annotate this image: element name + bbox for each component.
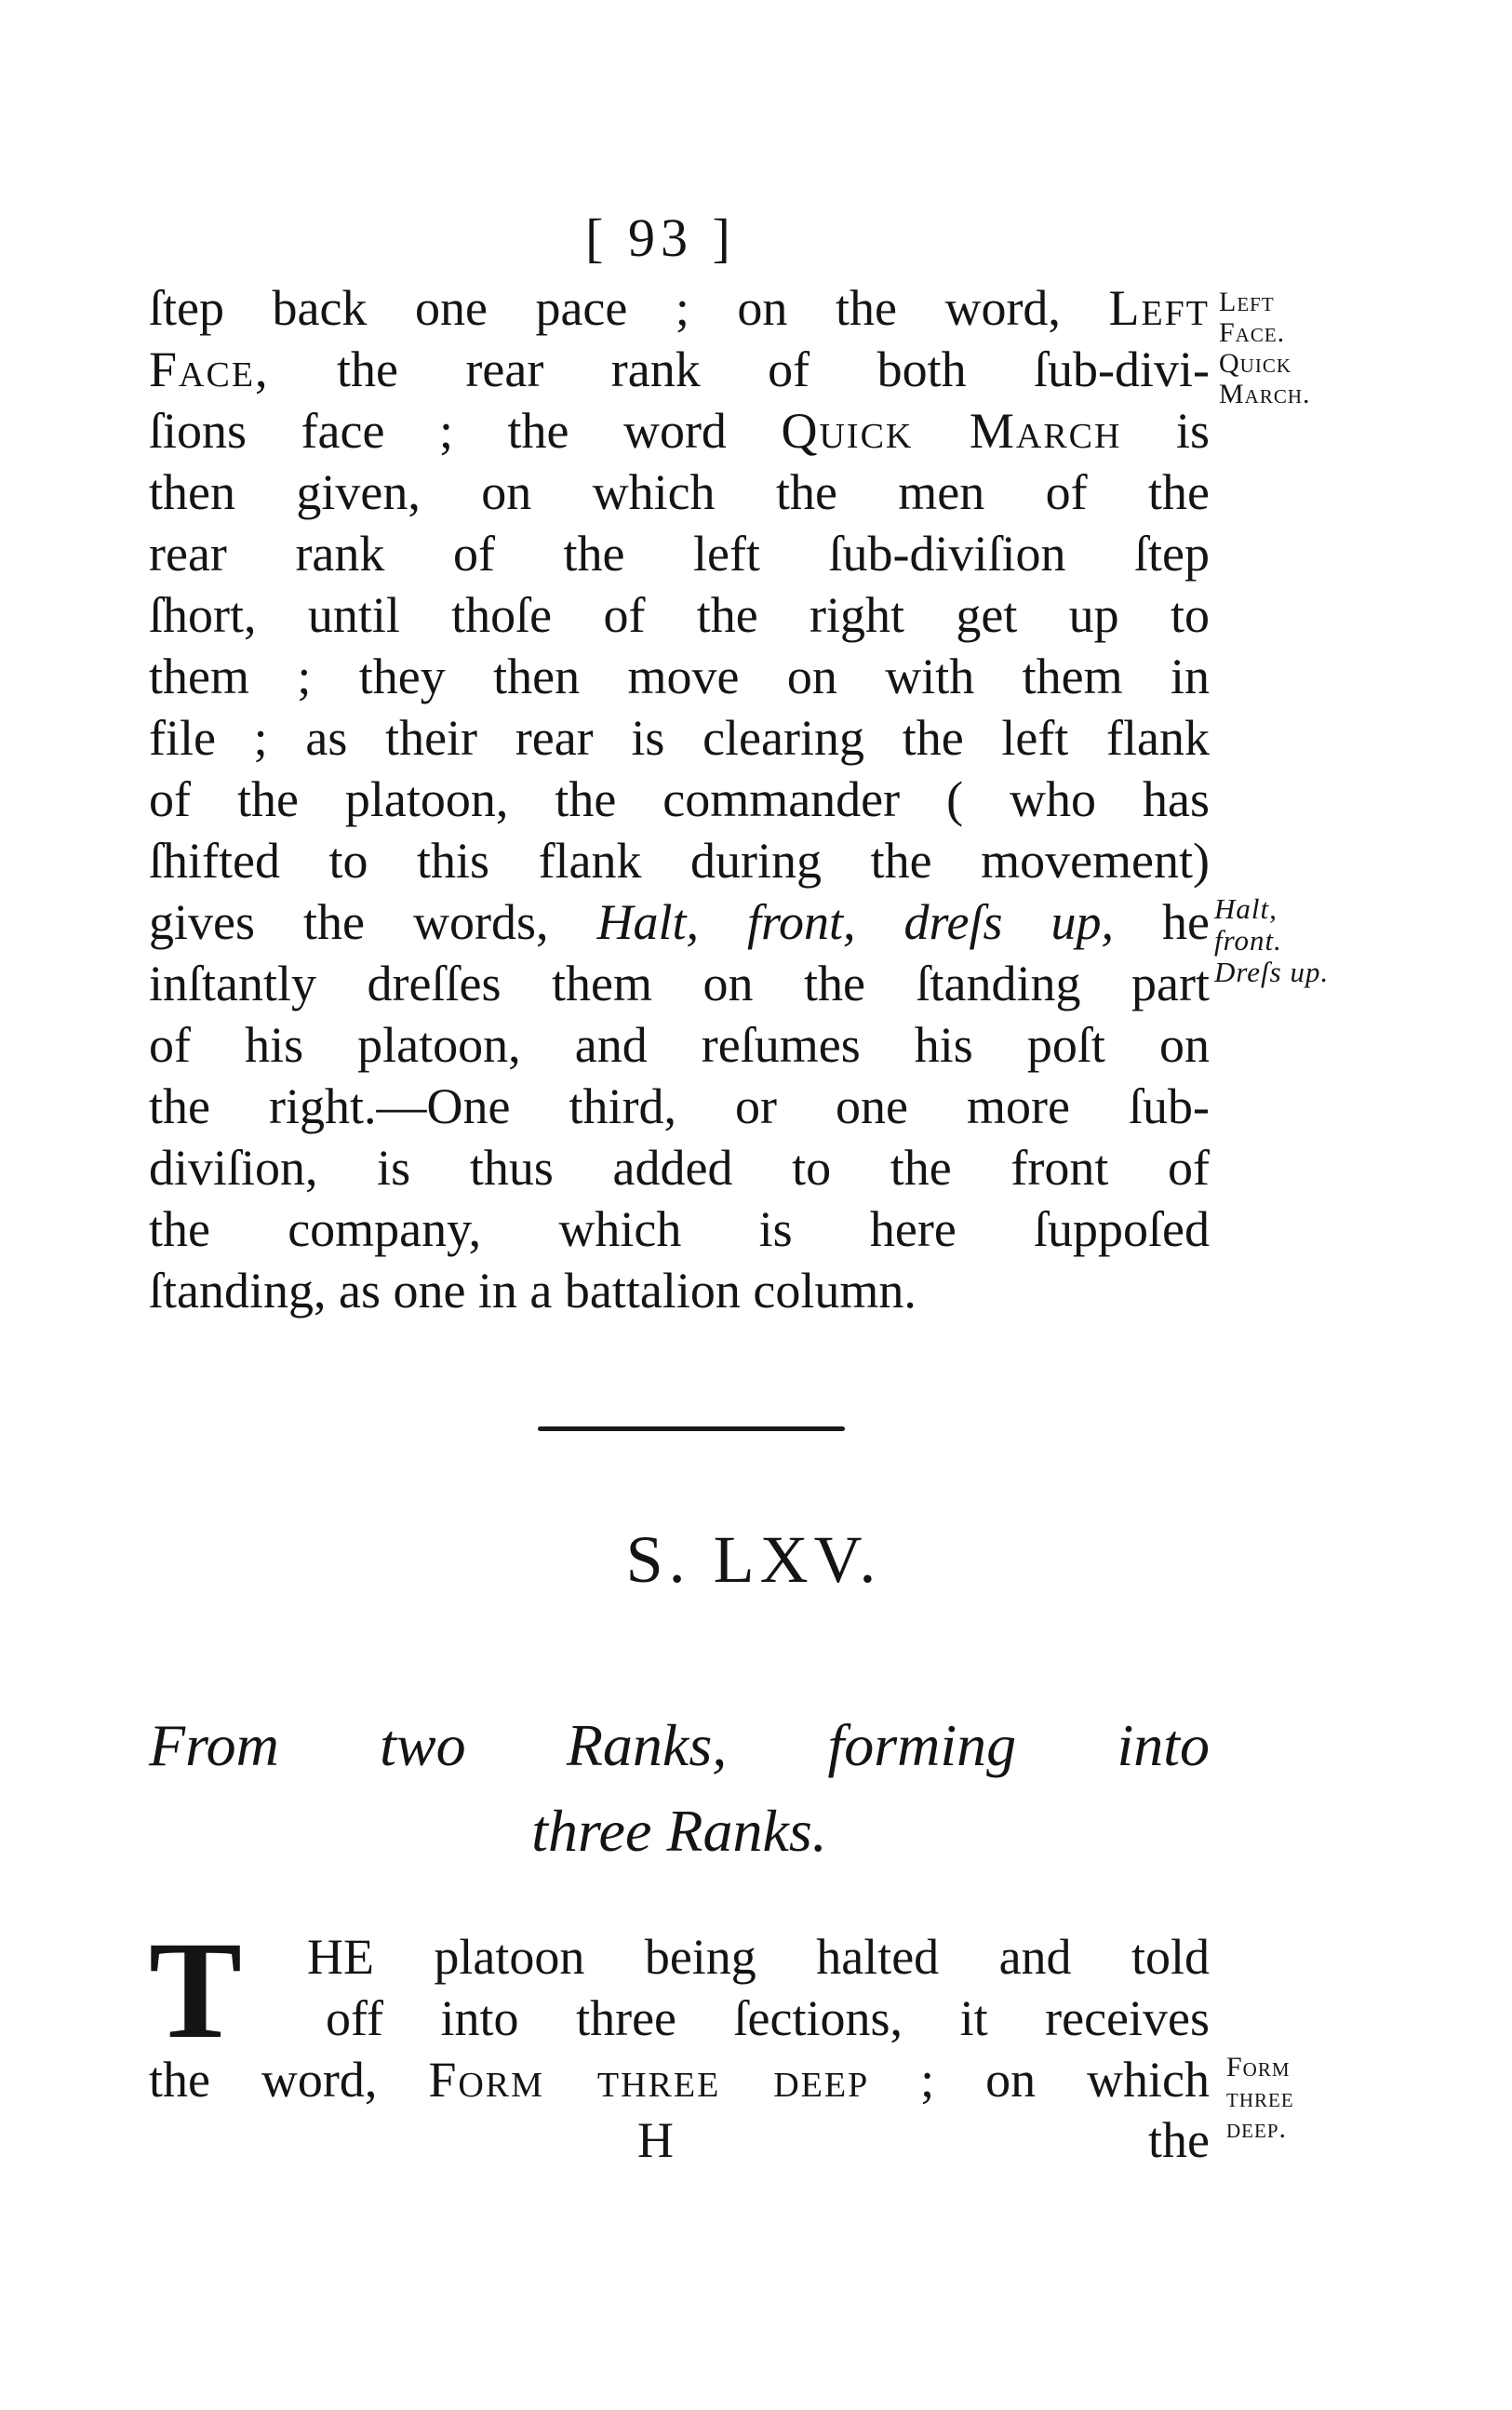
footer-row (149, 2109, 1210, 2171)
text-segment: ſions face ; the word (149, 403, 727, 459)
text-line: HE platoon being halted and told (307, 1929, 1210, 1985)
text-line (149, 339, 1210, 400)
section-title: S. LXV. (625, 1522, 882, 1597)
subtitle-line: From two Ranks, forming into (149, 1712, 1210, 1778)
drop-cap: T (149, 1913, 243, 2068)
text-line: of his platoon, and reſumes his poſt on (149, 1017, 1210, 1073)
paragraph-2 (149, 1913, 1211, 2110)
text-segment: he (1162, 894, 1211, 950)
text-line: the company, which is here ſuppoſed (149, 1201, 1210, 1257)
text-line: ſhifted to this flank during the movement) (149, 833, 1210, 889)
text-line (149, 2049, 1210, 2110)
text-line: then given, on which the men of the (149, 464, 1210, 520)
command-word: Halt, front, dreſs up, (596, 894, 1115, 950)
margin-note-line: front. (1214, 924, 1282, 957)
text-line: rear rank of the left ſub-diviſion ſtep (149, 526, 1210, 582)
signature-mark: H (637, 2112, 674, 2168)
margin-note-line: three (1226, 2082, 1294, 2113)
text-line: off into three ſections, it receives (326, 1990, 1210, 2046)
text-line: the right.—One third, or one more ſub- (149, 1078, 1210, 1134)
margin-note-line: Form (1226, 2052, 1291, 2082)
text-segment: gives the words, (149, 894, 549, 950)
section-subtitle (149, 1703, 1210, 1874)
margin-note-line: Face. (1219, 317, 1286, 348)
margin-note-line: Dreſs up. (1214, 956, 1330, 988)
command-word: Face, (149, 341, 270, 397)
text-line: inſtantly dreſſes them on the ſtanding part (149, 956, 1210, 1011)
margin-note-left-face (1219, 287, 1311, 409)
text-segment: ſtep back one pace ; on the word, (149, 280, 1061, 336)
command-word: Left (1108, 280, 1211, 336)
text-line: ſtanding, as one in a battalion column. (149, 1263, 917, 1319)
margin-note-form-three-deep (1226, 2052, 1294, 2144)
subtitle-line: three Ranks. (531, 1798, 827, 1864)
text-line: ſhort, until thoſe of the right get up to (149, 587, 1210, 643)
text-segment: is (1176, 403, 1211, 459)
command-word: Form three deep (428, 2052, 870, 2108)
paragraph-1 (149, 277, 1210, 1321)
text-segment: the word, (149, 2052, 378, 2108)
page-number: [ 93 ] (585, 208, 736, 268)
margin-note-line: Left (1219, 287, 1275, 317)
text-line (149, 277, 1210, 339)
text-line (149, 891, 1210, 953)
margin-note-line: deep. (1226, 2113, 1287, 2144)
text-line: diviſion, is thus added to the front of (149, 1140, 1210, 1196)
catchword: the (1148, 2112, 1210, 2168)
text-line (149, 400, 1210, 462)
section-divider-rule (538, 1426, 845, 1431)
margin-note-halt (1214, 893, 1329, 988)
text-line: file ; as their rear is clearing the left flank (149, 710, 1210, 766)
text-line: them ; they then move on with them in (149, 649, 1210, 704)
margin-note-line: March. (1219, 379, 1311, 409)
text-segment: ; on which (920, 2052, 1211, 2108)
margin-note-line: Halt, (1214, 892, 1278, 925)
margin-note-line: Quick (1219, 348, 1291, 379)
text-segment: the rear rank of both ſub-divi- (337, 341, 1211, 397)
command-word: Quick March (781, 403, 1122, 459)
text-line: of the platoon, the commander ( who has (149, 771, 1210, 827)
